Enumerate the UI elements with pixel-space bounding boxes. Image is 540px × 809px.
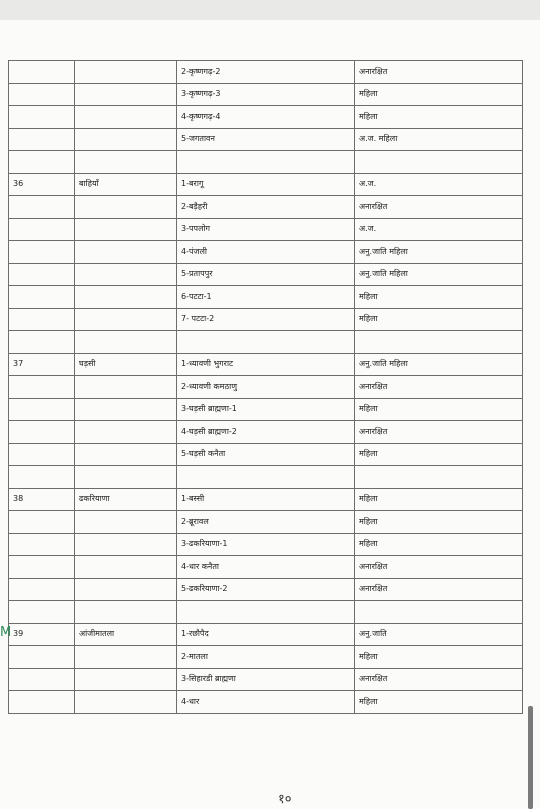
table-row: [9, 601, 523, 624]
ward-name-cell: 1-ध्यावणी भुगराट: [177, 353, 355, 376]
serial-number-cell: [9, 556, 75, 579]
ward-name-cell: 3-घड़सी ब्राह्मणा-1: [177, 398, 355, 421]
panchayat-name-cell: [75, 556, 177, 579]
reservation-category-cell: [355, 151, 523, 174]
ward-name-cell: 2-मातला: [177, 646, 355, 669]
reservation-category-cell: महिला: [355, 308, 523, 331]
margin-handwriting: M: [0, 625, 12, 640]
panchayat-name-cell: बाहियाँ: [75, 173, 177, 196]
reservation-category-cell: [355, 466, 523, 489]
serial-number-cell: [9, 466, 75, 489]
panchayat-name-cell: [75, 443, 177, 466]
table-row: [9, 241, 523, 264]
serial-number-cell: [9, 61, 75, 84]
reservation-category-cell: अनारक्षित: [355, 61, 523, 84]
ward-name-cell: 3-ढकरियाणा-1: [177, 533, 355, 556]
reservation-category-cell: महिला: [355, 646, 523, 669]
serial-number-cell: [9, 286, 75, 309]
document-page: [0, 20, 540, 809]
ward-name-cell: 3-कृष्णगढ़-3: [177, 83, 355, 106]
panchayat-name-cell: [75, 286, 177, 309]
serial-number-cell: [9, 511, 75, 534]
table-row: [9, 398, 523, 421]
reservation-category-cell: अनारक्षित: [355, 668, 523, 691]
ward-name-cell: 1-बस्सी: [177, 488, 355, 511]
serial-number-cell: [9, 331, 75, 354]
panchayat-name-cell: [75, 646, 177, 669]
reservation-category-cell: अ.ज. महिला: [355, 128, 523, 151]
serial-number-cell: [9, 106, 75, 129]
table-row: [9, 61, 523, 84]
ward-name-cell: 4-धार: [177, 691, 355, 714]
panchayat-name-cell: [75, 218, 177, 241]
ward-name-cell: [177, 331, 355, 354]
reservation-category-cell: अनु.जाति: [355, 623, 523, 646]
reservation-category-cell: महिला: [355, 106, 523, 129]
table-row: [9, 263, 523, 286]
panchayat-name-cell: [75, 308, 177, 331]
ward-name-cell: [177, 151, 355, 174]
table-row: [9, 376, 523, 399]
panchayat-name-cell: [75, 376, 177, 399]
ward-name-cell: 2-बड़ैहरी: [177, 196, 355, 219]
reservation-category-cell: अनु.जाति महिला: [355, 353, 523, 376]
panchayat-name-cell: [75, 421, 177, 444]
serial-number-cell: [9, 421, 75, 444]
ward-name-cell: 3-पपलोग: [177, 218, 355, 241]
panchayat-name-cell: [75, 151, 177, 174]
panchayat-name-cell: [75, 331, 177, 354]
serial-number-cell: [9, 646, 75, 669]
table-row: [9, 218, 523, 241]
serial-number-cell: [9, 128, 75, 151]
table-row: [9, 128, 523, 151]
reservation-category-cell: महिला: [355, 511, 523, 534]
table-row: [9, 83, 523, 106]
panchayat-name-cell: [75, 398, 177, 421]
reservation-category-cell: अनारक्षित: [355, 376, 523, 399]
table-row: [9, 353, 523, 376]
ward-name-cell: 7- पटटा-2: [177, 308, 355, 331]
serial-number-cell: [9, 308, 75, 331]
panchayat-name-cell: [75, 263, 177, 286]
table-row: [9, 331, 523, 354]
reservation-table: [8, 60, 523, 714]
serial-number-cell: [9, 83, 75, 106]
panchayat-name-cell: [75, 601, 177, 624]
ward-name-cell: 2-ध्यावणी कमठाणु: [177, 376, 355, 399]
table-row: [9, 151, 523, 174]
ward-name-cell: 5-प्रतापपुर: [177, 263, 355, 286]
panchayat-name-cell: [75, 466, 177, 489]
serial-number-cell: [9, 668, 75, 691]
ward-name-cell: 3-सिहारडी ब्राह्मणा: [177, 668, 355, 691]
serial-number-cell: 39: [9, 623, 75, 646]
ward-name-cell: 2-ब्रूरावल: [177, 511, 355, 534]
ward-name-cell: 4-कृष्णगढ़-4: [177, 106, 355, 129]
reservation-category-cell: [355, 331, 523, 354]
serial-number-cell: [9, 533, 75, 556]
panchayat-name-cell: ढकरियाणा: [75, 488, 177, 511]
serial-number-cell: [9, 196, 75, 219]
reservation-category-cell: महिला: [355, 443, 523, 466]
table-row: [9, 308, 523, 331]
panchayat-name-cell: [75, 241, 177, 264]
panchayat-name-cell: [75, 61, 177, 84]
table-row: [9, 106, 523, 129]
panchayat-name-cell: [75, 511, 177, 534]
table-row: [9, 646, 523, 669]
reservation-category-cell: महिला: [355, 398, 523, 421]
serial-number-cell: [9, 578, 75, 601]
reservation-category-cell: अनारक्षित: [355, 421, 523, 444]
reservation-category-cell: महिला: [355, 83, 523, 106]
reservation-category-cell: अनु.जाति महिला: [355, 241, 523, 264]
ward-name-cell: 1-रछौपैद: [177, 623, 355, 646]
table-row: [9, 556, 523, 579]
serial-number-cell: [9, 218, 75, 241]
serial-number-cell: [9, 241, 75, 264]
ward-name-cell: 5-जगतावन: [177, 128, 355, 151]
reservation-table-area: [8, 60, 522, 778]
reservation-category-cell: महिला: [355, 286, 523, 309]
table-row: [9, 488, 523, 511]
table-row: [9, 623, 523, 646]
ward-name-cell: 4-घड़सी ब्राह्मणा-2: [177, 421, 355, 444]
serial-number-cell: [9, 376, 75, 399]
panchayat-name-cell: [75, 578, 177, 601]
serial-number-cell: [9, 443, 75, 466]
serial-number-cell: [9, 691, 75, 714]
table-row: [9, 173, 523, 196]
reservation-category-cell: महिला: [355, 691, 523, 714]
table-row: [9, 511, 523, 534]
table-row: [9, 421, 523, 444]
ward-name-cell: 2-कृष्णगढ़-2: [177, 61, 355, 84]
table-row: [9, 578, 523, 601]
ward-name-cell: 5-ढकरियाणा-2: [177, 578, 355, 601]
reservation-category-cell: अ.ज.: [355, 173, 523, 196]
table-row: [9, 668, 523, 691]
serial-number-cell: 38: [9, 488, 75, 511]
panchayat-name-cell: [75, 83, 177, 106]
table-row: [9, 196, 523, 219]
serial-number-cell: [9, 151, 75, 174]
panchayat-name-cell: [75, 691, 177, 714]
reservation-category-cell: [355, 601, 523, 624]
panchayat-name-cell: [75, 128, 177, 151]
ward-name-cell: 1-बरागू: [177, 173, 355, 196]
ward-name-cell: 6-पटटा-1: [177, 286, 355, 309]
panchayat-name-cell: आंजीमातला: [75, 623, 177, 646]
table-row: [9, 466, 523, 489]
ward-name-cell: 4-पंजली: [177, 241, 355, 264]
reservation-category-cell: अ.ज.: [355, 218, 523, 241]
ward-name-cell: [177, 601, 355, 624]
panchayat-name-cell: [75, 196, 177, 219]
table-row: [9, 443, 523, 466]
serial-number-cell: 37: [9, 353, 75, 376]
reservation-category-cell: अनारक्षित: [355, 556, 523, 579]
serial-number-cell: [9, 398, 75, 421]
panchayat-name-cell: [75, 668, 177, 691]
serial-number-cell: 36: [9, 173, 75, 196]
serial-number-cell: [9, 601, 75, 624]
reservation-category-cell: अनारक्षित: [355, 196, 523, 219]
reservation-category-cell: महिला: [355, 488, 523, 511]
ward-name-cell: 5-घड़सी कनैता: [177, 443, 355, 466]
panchayat-name-cell: [75, 106, 177, 129]
reservation-category-cell: अनु.जाति महिला: [355, 263, 523, 286]
ward-name-cell: 4-धार कनैता: [177, 556, 355, 579]
table-row: [9, 691, 523, 714]
table-row: [9, 533, 523, 556]
reservation-category-cell: अनारक्षित: [355, 578, 523, 601]
scrollbar[interactable]: [528, 706, 533, 809]
table-row: [9, 286, 523, 309]
ward-name-cell: [177, 466, 355, 489]
page-number: १०: [278, 792, 292, 807]
serial-number-cell: [9, 263, 75, 286]
reservation-category-cell: महिला: [355, 533, 523, 556]
panchayat-name-cell: घड़सी: [75, 353, 177, 376]
panchayat-name-cell: [75, 533, 177, 556]
